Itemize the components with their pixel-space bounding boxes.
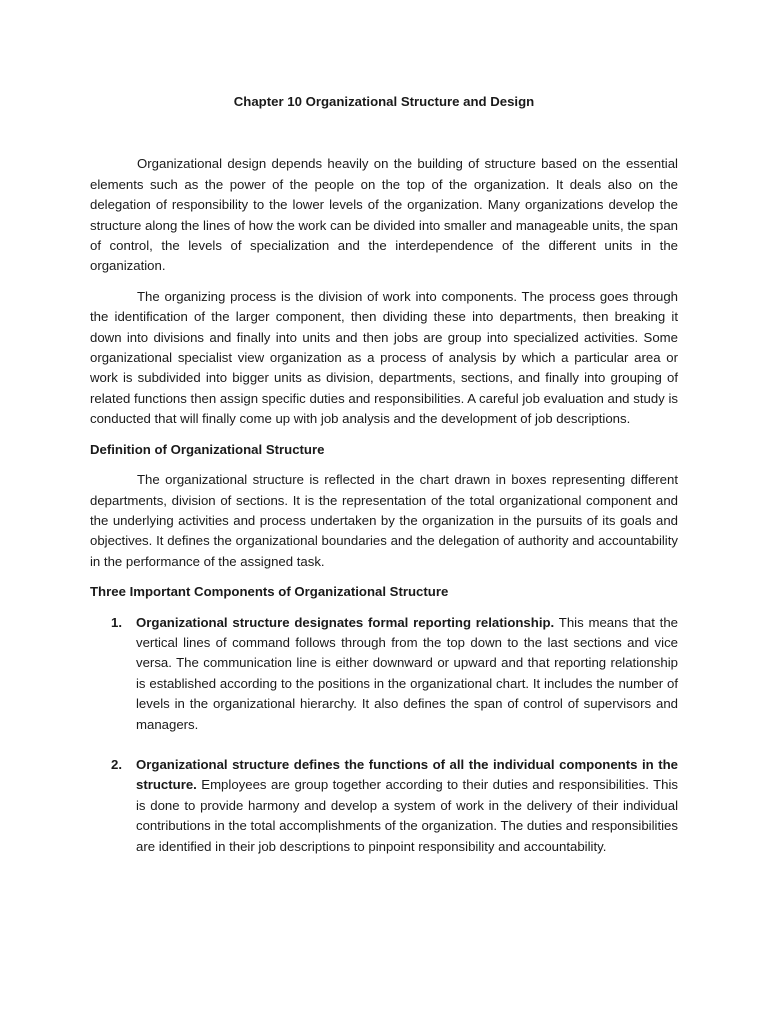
document-page xyxy=(90,92,678,857)
list-item xyxy=(90,755,678,857)
list-item-number: 2. xyxy=(111,756,122,772)
list-item-body: This means that the vertical lines of command follows through from the top down to the last sections and vice versa. The communication line is either downward or upward and that reporting relationship is established according to the positions in the organizational chart. It includes the number of levels in the organizational hierarchy. It also defines the span of control of supervisors and managers. xyxy=(136,614,678,732)
page-title: Chapter 10 Organizational Structure and Design xyxy=(233,94,535,109)
list-item-number: 1. xyxy=(111,614,122,630)
components-list xyxy=(90,613,678,857)
definition-paragraph: The organizational structure is reflected in the chart drawn in boxes representing different departments, division of sections. It is the representation of the total organizational component and the underlying activities and process undertaken by the organization in the pursuits of its goals and objectives. It defines the organizational boundaries and the delegation of authority and accountability in the performance of the assigned task. xyxy=(90,472,678,569)
intro-paragraph-1: Organizational design depends heavily on the building of structure based on the essential elements such as the power of the people on the top of the organization. It deals also on the delegation of responsibility to the lower levels of the organization. Many organizations develop the structure along the lines of how the work can be divided into smaller and manageable units, the span of control, the levels of specialization and the interdependence of the different units in the organization. xyxy=(90,156,678,274)
list-item-lead: Organizational structure defines the functions of all the individual components in the structure. xyxy=(136,756,678,793)
intro-paragraph-2: The organizing process is the division of work into components. The process goes through the identification of the larger component, then dividing these into departments, then breaking it down into divisions and finally into units and then jobs are group into specialized activities. Some organizational specialist view organization as a process of analysis by which a particular area or work is subdivided into bigger units as division, departments, sections, and finally into grouping of related functions then assign specific duties and responsibilities. A careful job evaluation and study is conducted that will finally come up with job analysis and the development of job descriptions. xyxy=(90,288,678,427)
list-item xyxy=(90,613,678,735)
list-item-lead: Organizational structure designates formal reporting relationship. xyxy=(136,614,555,630)
list-item-body: Employees are group together according to their duties and responsibilities. This is done to provide harmony and develop a system of work in the delivery of their individual contributions in the total accomplishments of the organization. The duties and responsibilities are identified in their job descriptions to pinpoint responsibility and accountability. xyxy=(136,777,678,854)
components-heading: Three Important Components of Organizational Structure xyxy=(90,584,449,600)
definition-heading: Definition of Organizational Structure xyxy=(90,441,325,457)
